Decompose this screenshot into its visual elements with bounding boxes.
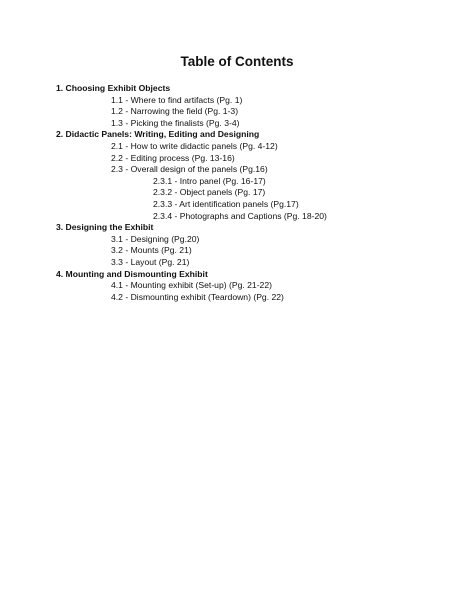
toc-subsection-entry: 4.1 - Mounting exhibit (Set-up) (Pg. 21-22) (111, 280, 272, 291)
toc-section-heading: 3. Designing the Exhibit (56, 222, 154, 233)
toc-subsection-entry: 1.2 - Narrowing the field (Pg. 1-3) (111, 106, 239, 117)
table-of-contents (56, 83, 456, 303)
toc-subsection-entry: 2.3 - Overall design of the panels (Pg.16) (111, 164, 268, 175)
toc-section-heading: 1. Choosing Exhibit Objects (56, 83, 171, 93)
toc-subsection-entry: 1.1 - Where to find artifacts (Pg. 1) (111, 94, 243, 105)
toc-subsection-entry: 1.3 - Picking the finalists (Pg. 3-4) (111, 117, 240, 128)
toc-subsubsection-entry: 2.3.2 - Object panels (Pg. 17) (153, 187, 266, 198)
toc-subsubsection-entry: 2.3.4 - Photographs and Captions (Pg. 18-20) (153, 210, 327, 221)
toc-subsection-entry: 4.2 - Dismounting exhibit (Teardown) (Pg. 22) (111, 291, 284, 302)
toc-subsection-entry: 2.2 - Editing process (Pg. 13-16) (111, 152, 235, 163)
page-title: Table of Contents (180, 54, 294, 69)
toc-section-heading: 4. Mounting and Dismounting Exhibit (56, 268, 208, 279)
toc-section-heading: 2. Didactic Panels: Writing, Editing and Designing (56, 129, 260, 140)
toc-subsection-entry: 3.3 - Layout (Pg. 21) (111, 256, 190, 267)
toc-subsubsection-entry: 2.3.3 - Art identification panels (Pg.17) (153, 198, 299, 209)
toc-subsection-entry: 2.1 - How to write didactic panels (Pg. 4-12) (111, 140, 278, 151)
toc-subsection-entry: 3.1 - Designing (Pg.20) (111, 233, 200, 244)
toc-subsubsection-entry: 2.3.1 - Intro panel (Pg. 16-17) (153, 175, 266, 186)
toc-subsection-entry: 3.2 - Mounts (Pg. 21) (111, 245, 192, 256)
